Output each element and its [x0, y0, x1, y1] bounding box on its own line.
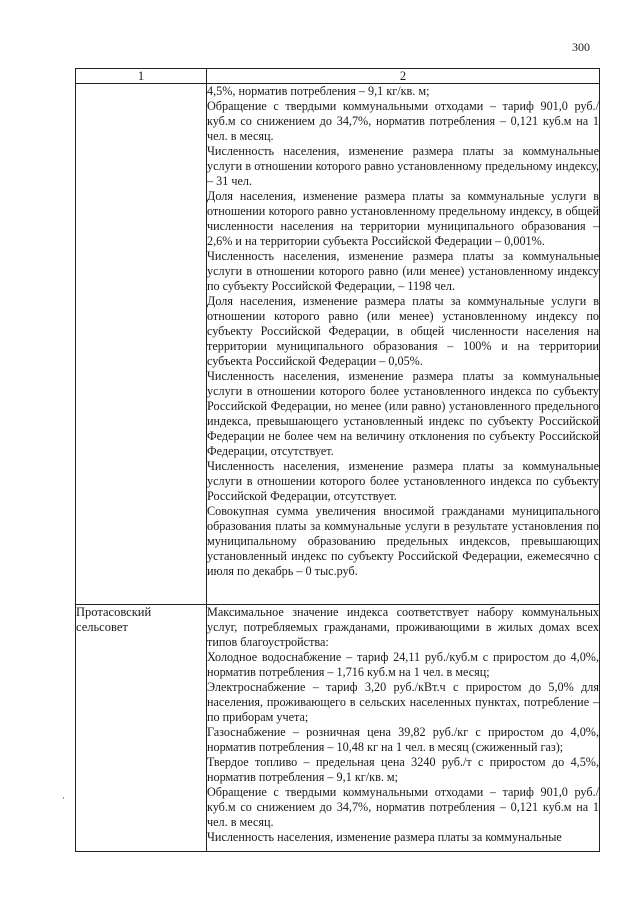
municipality-name-cell: Протасовский сельсовет [76, 605, 207, 852]
column-header-1: 1 [76, 69, 207, 84]
table-row [76, 84, 600, 605]
scan-mark: · [62, 793, 65, 803]
municipality-name-cell [76, 84, 207, 605]
column-header-2: 2 [207, 69, 600, 84]
paragraph: Численность населения, изменение размера платы за коммунальные услуги в отношении которого более установленного индекса по субъекту Российской Федерации, отсутствует. [207, 459, 599, 503]
table-header-row [76, 69, 600, 84]
paragraph: Твердое топливо – предельная цена 3240 руб./т с приростом до 4,5%, норматив потребления – 9,1 кг/кв. м; [207, 755, 599, 784]
paragraph: Максимальное значение индекса соответствует набору коммунальных услуг, потребляемых гражданами, проживающими в жилых домах всех типов благоустройства: [207, 605, 599, 649]
paragraph: 4,5%, норматив потребления – 9,1 кг/кв. м; [207, 84, 430, 98]
paragraph: Доля населения, изменение размера платы за коммунальные услуги в отношении которого равно установленному предельному индексу, в общей численности населения на территории муниципального образования – 2,6% и на территории субъекта Российской Федерации – 0,001%. [207, 189, 599, 248]
paragraph: Численность населения, изменение размера платы за коммунальные услуги в отношении которого равно установленному предельному индексу, – 31 чел. [207, 144, 599, 188]
paragraph: Доля населения, изменение размера платы за коммунальные услуги в отношении которого равно (или менее) установленному индексу по субъекту Российской Федерации, в общей численности населения на территории муниципального образования – 100% и на территории субъекта Российской Федерации – 0,05%. [207, 294, 599, 368]
paragraph: Электроснабжение – тариф 3,20 руб./кВт.ч с приростом до 5,0% для населения, проживающего в сельских населенных пунктах, потребление – по приборам учета; [207, 680, 599, 724]
paragraph: Численность населения, изменение размера платы за коммунальные [207, 830, 562, 844]
description-cell [207, 605, 600, 852]
description-cell [207, 84, 600, 605]
paragraph: Газоснабжение – розничная цена 39,82 руб./кг с приростом до 4,0%, норматив потребления – 10,48 кг на 1 чел. в месяц (сжиженный газ); [207, 725, 599, 754]
paragraph: Численность населения, изменение размера платы за коммунальные услуги в отношении которого более установленного индекса по субъекту Российской Федерации, но менее (или равно) установленного предельного индекса, превышающего установленный индекс по субъекту Российской Федерации не более чем на величину отклонения по субъекту Российской Федерации, отсутствует. [207, 369, 599, 458]
paragraph: Численность населения, изменение размера платы за коммунальные услуги в отношении которого равно (или менее) установленному индексу по субъекту Российской Федерации, – 1198 чел. [207, 249, 599, 293]
paragraph: Обращение с твердыми коммунальными отходами – тариф 901,0 руб./куб.м со снижением до 34,7%, норматив потребления – 0,121 куб.м на 1 чел. в месяц. [207, 99, 599, 143]
paragraph: Холодное водоснабжение – тариф 24,11 руб./куб.м с приростом до 4,0%, норматив потребления – 1,716 куб.м на 1 чел. в месяц; [207, 650, 599, 679]
page-number: 300 [572, 40, 590, 54]
municipal-utilities-table [75, 68, 600, 852]
paragraph: Совокупная сумма увеличения вносимой гражданами муниципального образования платы за коммунальные услуги в результате установления по муниципальному образованию предельных индексов, превышающих установленный индекс по субъекту Российской Федерации, ежемесячно с июля по декабрь – 0 тыс.руб. [207, 504, 599, 578]
table-row [76, 605, 600, 852]
paragraph: Обращение с твердыми коммунальными отходами – тариф 901,0 руб./куб.м со снижением до 34,7%, норматив потребления – 0,121 куб.м на 1 чел. в месяц. [207, 785, 599, 829]
